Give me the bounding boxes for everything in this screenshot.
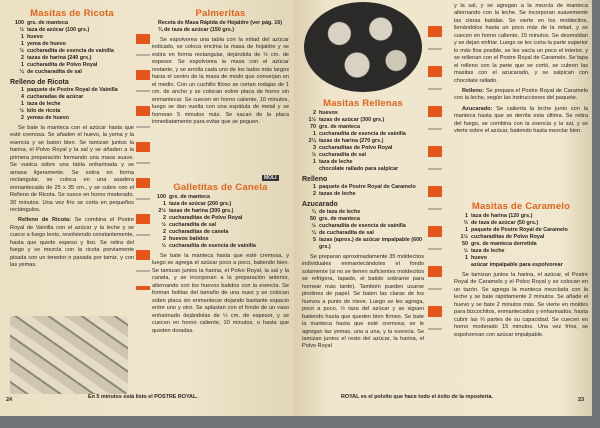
ingredient-list	[454, 213, 588, 269]
ingredient-quantity: 1	[465, 227, 468, 233]
ingredient-text: cucharadita de esencia de vainilla	[319, 131, 406, 137]
ingredient-quantity: 2	[163, 236, 166, 242]
ingredient-text: grs. de manteca	[319, 124, 361, 130]
ingredient-quantity: 2	[163, 215, 166, 221]
ingredient-text: de cucharadita de sal	[27, 69, 82, 75]
ingredient-text: tazas de harina (270 grs.)	[319, 138, 384, 144]
recipe-masitas-de-ricota	[10, 8, 134, 270]
ingredient-text: paquete de Postre Royal de Caramelo	[319, 184, 416, 190]
ingredient-text: tazas de harina (300 grs.)	[169, 208, 234, 214]
ingredient-text: cucharaditas de canela	[169, 229, 229, 235]
ingredient-quantity: 1	[465, 213, 468, 219]
method-text	[454, 106, 588, 136]
ingredient-quantity: 1	[21, 41, 24, 47]
ingredient-text: cucharadita de sal	[319, 152, 367, 158]
ingredient-list	[302, 110, 424, 173]
ingredient-quantity: 1½	[308, 117, 316, 123]
ingredient-quantity: 1	[465, 255, 468, 261]
recipe-palmeritas	[152, 8, 289, 126]
left-page	[0, 0, 294, 416]
ingredient-quantity	[302, 166, 316, 173]
ingredient-quantity: 1	[21, 62, 24, 68]
recipe-masitas-rellenas-cont	[454, 3, 588, 136]
recipe-title: Masitas Rellenas	[323, 98, 403, 109]
ingredient: Receta de Masa Rápida de Hojaldre (ver pág. 16)	[158, 20, 283, 26]
ingredient-text: tazas de harina (240 grs.)	[27, 55, 92, 61]
ingredient-quantity: 1	[313, 131, 316, 137]
ingredient-quantity: ½	[311, 223, 316, 229]
ingredient-text: paquete de Postre Royal de Caramelo	[471, 227, 568, 233]
stamp: MOLI	[264, 175, 277, 181]
ingredient-text: huevo	[27, 34, 43, 40]
method-text: Se tamizan juntos la harina, el azúcar, el Postre Royal de Caramelo y el Polvo Royal y se colocan en un tazón. Se agrega la manteca mezclada con la leche y se bate rápidamente 2 minutos. Se añade el huevo y se bate 2 minutos más. Se vierte en moldes para bizcochitos, enmantecados y enharinados, hasta cubrir las ⅔ partes de su capacidad. Se cuecen en horno moderado 15 minutos. Una vez fríos, se espolvorean con azúcar impalpable.	[454, 272, 588, 338]
ingredient-text: azúcar impalpable para espolvorear	[471, 262, 563, 268]
method-label: Azucarado:	[462, 105, 493, 112]
ingredient-quantity: 50	[462, 241, 468, 247]
recipe-title: Palmeritas	[195, 8, 246, 19]
ingredient-quantity	[454, 262, 468, 269]
ingredient-text: cucharadita de Polvo Royal	[27, 62, 98, 68]
ingredient-text: yema de huevo	[27, 41, 66, 47]
ingredient-text: taza de leche	[471, 248, 505, 254]
method-text: Se preparan aproximadamente 35 moldecitos individuales enmantecándoles el fondo solamente (si no se tienen suficientes moldecitos se refrigera, tapado, el batido sobrante para hornear más tarde). También pueden usarse pirotines de papel. Se baten las claras de los huevos a punto de nieve. Luego se les agrega, poco a poco, ½ taza del azúcar y se siguen batiendo hasta que queden bien firmes. Se bate la manteca hasta que esté cremosa; se le agregan las yemas, una a una, y la esencia. Se tamizan juntos el resto del azúcar, la harina, el Polvo Royal	[302, 254, 424, 350]
section-title: Azucarado	[302, 201, 338, 208]
ingredient-text: kilo de ricota	[27, 108, 61, 114]
ingredient-text: yemas de huevo	[27, 115, 69, 121]
right-page	[294, 0, 592, 416]
page-number: 24	[6, 397, 13, 403]
ingredient-quantity: 2	[21, 115, 24, 121]
ingredient-quantity: 2¼	[308, 138, 316, 144]
method-body: Se calienta la leche junto con la manteca hasta que se derrita esta última. Se retira del fuego, se combina con la esencia y la sal, y se vierte sobre el azúcar, batiendo hasta mezclar bien.	[454, 105, 588, 135]
ingredient-quantity: 70	[310, 124, 316, 130]
ingredient-quantity: ½	[19, 48, 24, 54]
ingredient-quantity: 1	[21, 34, 24, 40]
ingredient-text: taza de azúcar (200 grs.)	[169, 201, 232, 207]
method-text	[454, 88, 588, 103]
ingredient-list	[10, 20, 134, 76]
ingredient-text: de taza de leche	[319, 209, 361, 215]
ingredient-text: tazas de leche	[319, 191, 356, 197]
ingredient-quantity: 3	[313, 145, 316, 151]
ingredient-quantity: 5	[313, 237, 316, 243]
ingredient-quantity: 2	[313, 110, 316, 116]
ingredient-text: cucharadas de azúcar	[27, 94, 84, 100]
ingredient-text: cucharaditas de Polvo Royal	[169, 215, 243, 221]
page-number: 23	[578, 397, 585, 403]
ingredient-quantity: ½	[161, 222, 166, 228]
ingredient: ¾ de taza de azúcar (150 grs.)	[158, 27, 235, 33]
section-title: Relleno de Ricota	[10, 79, 69, 86]
ingredient-quantity: 50	[310, 216, 316, 222]
ingredient-text: taza de azúcar (100 grs.)	[27, 27, 90, 33]
ingredient-text: cucharadita de sal	[169, 222, 217, 228]
ingredient-text: tazas de azúcar (300 grs.)	[319, 117, 385, 123]
ingredient-quantity: ¼	[311, 209, 316, 215]
ingredient-quantity: ½	[463, 248, 468, 254]
ingredient-quantity: 1½	[460, 234, 468, 240]
ingredient-quantity: ½	[19, 108, 24, 114]
ingredient-quantity: 4	[21, 94, 24, 100]
ingredient-text: paquete de Postre Royal de Vainilla	[27, 87, 118, 93]
ingredient-quantity: ½	[161, 243, 166, 249]
ingredient-quantity: ¼	[311, 230, 316, 236]
recipe-title: Galletitas de Canela	[173, 182, 268, 193]
method-text	[10, 217, 134, 269]
ingredient-quantity: 2	[21, 55, 24, 61]
ingredient-text: cucharaditas de Polvo Royal	[319, 145, 393, 151]
ingredient-text: taza de leche	[27, 101, 61, 107]
ingredient-quantity: 1	[21, 87, 24, 93]
pastry-photo	[10, 316, 128, 394]
method-text: Se espolvorea una tabla con la mitad del azúcar indicado, se coloca encima la masa de hojaldre y se estira en forma rectangular, dejándola de ½ cm. de espesor. Se espolvorea la masa con el azúcar restante, y se arrolla cada uno de los lados más largos hacia el centro de la masa de modo que converjan en el medio. Con un cuchillo filoso se cortan rodajas de 1 cm. de ancho y se colocan sobre placa de horno sin enmantecar. Se cuecen en horno caliente, 10 minutos, luego se dan vuelta con una espátula de metal y se hornean 5 minutos más. Se sacan de la placa inmediatamente para evitar que se peguen.	[152, 37, 289, 125]
ingredient-quantity: 1	[21, 101, 24, 107]
recipe-galletitas-de-canela	[152, 182, 289, 335]
ingredient-text: huevos batidos	[169, 236, 209, 242]
ingredient-text: tazas (aprox.) de azúcar impalpable (600 grs.)	[319, 237, 423, 250]
ingredient-text: cucharadita de esencia de vainilla	[169, 243, 256, 249]
pastry-illustration	[136, 20, 150, 290]
ingredient-quantity: ½	[311, 152, 316, 158]
ingredient-text: cucharaditas de Polvo Royal	[471, 234, 545, 240]
ingredient-list	[10, 87, 134, 122]
ingredient-quantity: ½	[19, 27, 24, 33]
ingredient-quantity: 2	[313, 191, 316, 197]
ingredient-text: de taza de azúcar (50 grs.)	[471, 220, 539, 226]
method-text: y la sal, y se agregan a la mezcla de manteca alternando con la leche. Se incorporan suavemente las claras batidas. Se vierte en los moldecitos, llenándolos hasta un poco más de la mitad, y se cuecen en horno caliente, 15 minutos. Se desmoldan y se dejan enfriar. Luego se les corta la parte superior lo más fina posible, se les vacía un poco el interior, y se rellenan con el Postre Royal de Caramelo. Se tapa el relleno con la parte que se cortó, se cubren las masitas con el azucarado, y se salpican con chocolate rallado.	[454, 3, 588, 84]
section-title: Relleno	[302, 176, 328, 183]
ingredient-quantity: 1	[163, 201, 166, 207]
ingredient-text: taza de leche	[319, 159, 353, 165]
pastry-illustration	[428, 10, 442, 340]
ingredient-quantity: 2½	[158, 208, 166, 214]
ingredient-text: huevos	[319, 110, 338, 116]
method-label: Relleno de Ricota:	[18, 217, 71, 224]
ingredient-quantity: 1	[313, 159, 316, 165]
ingredient-quantity: 1	[313, 184, 316, 190]
ingredient-list	[302, 209, 424, 251]
recipe-title: Masitas de Caramelo	[471, 201, 571, 212]
ingredient-text: grs. de manteca	[27, 20, 69, 26]
page-footer: En 5 minutos está listo el POSTRE ROYAL.	[88, 394, 198, 400]
method-text: Se bate la manteca hasta que esté cremosa, y luego se agrega el azúcar poco a poco, batiendo bien. Se tamizan juntos la harina, el Polvo Royal, la sal y la canela, y se incorporan a la preparación anterior, alternando con los huevos batidos con la esencia. Se forman bolitas del tamaño de una nuez y se colocan sobre placa sin enmantecar dejando bastante espacio entre uno y otro. Se aplastan con el fondo de un vaso enharinado dejándolas de ½ cm. de espesor, y se cuecen en horno caliente, 10 minutos, o hasta que queden doradas.	[152, 253, 289, 334]
ingredient-text: huevo	[471, 255, 487, 261]
ingredient-quantity: 100	[157, 194, 166, 200]
pastry-plate-photo	[304, 2, 422, 92]
ingredient-text: grs. de manteca	[169, 194, 211, 200]
ingredient-text: cucharadita de esencia de vainilla	[27, 48, 114, 54]
ingredient-quantity: ⅓	[463, 220, 468, 226]
ingredient-quantity: 100	[15, 20, 24, 26]
method-body: Se combina el Postre Royal de Vainilla con el azúcar y la leche y se cuece a fuego lento, revolviendo constantemente, hasta que quede espeso y liso. Se retira del fuego y se mezcla con la ricota previamente pisada con un tenedor o pasada por tamiz, y con las yemas.	[10, 217, 134, 269]
ingredient-list	[302, 184, 424, 198]
ingredient-quantity: 2	[163, 229, 166, 235]
ingredient-quantity: ¼	[19, 69, 24, 75]
method-body: Se prepara el Postre Royal de Caramelo con la leche, según las instrucciones del paquete.	[454, 87, 588, 102]
recipe-masitas-rellenas	[302, 98, 424, 351]
ingredient-text: grs. de manteca derretida	[471, 241, 537, 247]
method-text: Se bate la manteca con el azúcar hasta que esté cremosa. Se añaden el huevo, la yema y la esencia y se baten bien. Se tamizan juntos la harina, el Polvo Royal y la sal y se añaden a la primera preparación formando una masa suave. Se vuelca sobre una tabla enharinada y se amasa ligeramente. Se estira en forma rectangular, se coloca en una asadera enmantecada de 25 x 35 cm., y se cubre con el Relleno de Ricota. Se cuece en horno moderado, 30 minutos. Una vez frío se corta en pequeños rectángulos.	[10, 125, 134, 213]
ingredient-list	[152, 194, 289, 250]
ingredient-text: taza de harina (120 grs.)	[471, 213, 533, 219]
recipe-title: Masitas de Ricota	[30, 8, 114, 19]
ingredient-text: chocolate rallado para salpicar	[319, 166, 399, 172]
page-footer: ROYAL es el polvito que hace todo el éxito de la repostería.	[341, 394, 493, 400]
method-label: Relleno:	[462, 87, 485, 94]
ingredient-text: cucharadita de esencia de vainilla	[319, 223, 406, 229]
ingredient-text: grs. de manteca	[319, 216, 361, 222]
recipe-masitas-de-caramelo	[454, 201, 588, 339]
ingredient-list	[152, 20, 289, 34]
ingredient-text: de cucharadita de sal	[319, 230, 374, 236]
